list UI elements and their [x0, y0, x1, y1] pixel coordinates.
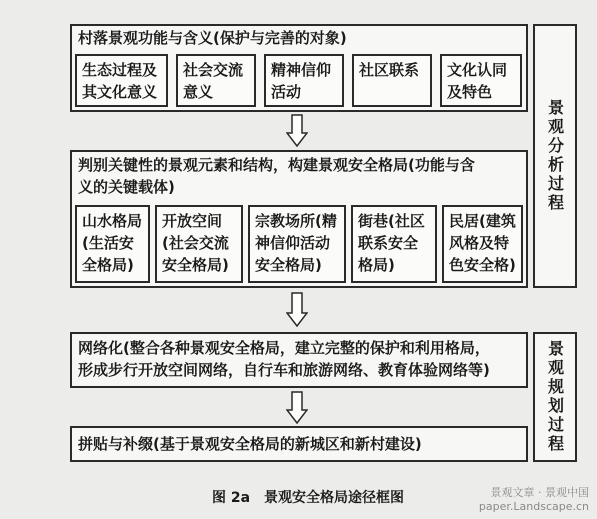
- box-dwellings: 民居(建筑 风格及特 色安全格): [442, 205, 523, 283]
- down-arrow-icon: [286, 292, 308, 328]
- figure-caption: 图 2a 景观安全格局途径框图: [212, 490, 405, 506]
- down-arrow-icon: [286, 391, 308, 425]
- box-open-space: 开放空间 (社会交流 安全格局): [155, 205, 243, 283]
- section-landscape-functions-title: 村落景观功能与含义(保护与完善的对象): [78, 29, 347, 47]
- box-community-link: 社区联系: [352, 54, 432, 107]
- side-label-analysis: [533, 24, 577, 288]
- box-religious-site: 宗教场所(精 神信仰活动 安全格局): [248, 205, 346, 283]
- box-spiritual-belief: 精神信仰 活动: [264, 54, 344, 107]
- box-social-exchange: 社会交流 意义: [176, 54, 256, 107]
- section-collage-title: 拼贴与补缀(基于景观安全格局的新城区和新村建设): [78, 435, 422, 453]
- watermark-line2: paper.Landscape.cn: [478, 500, 589, 513]
- watermark: [479, 486, 589, 514]
- box-cultural-identity: 文化认同 及特色: [440, 54, 522, 107]
- box-ecological-process: 生态过程及 其文化意义: [75, 54, 168, 107]
- section-key-elements-title: 判别关键性的景观元素和结构，构建景观安全格局(功能与含 义的关键载体): [78, 156, 475, 196]
- watermark-line1: 景观文章 · 景观中国: [490, 486, 589, 499]
- box-landscape-pattern: 山水格局 (生活安 全格局): [75, 205, 150, 283]
- section-networking-title: 网络化(整合各种景观安全格局，建立完整的保护和利用格局， 形成步行开放空间网络，自行车和旅游网络、教育体验网络等): [78, 339, 490, 379]
- box-streets: 街巷(社区 联系安全 格局): [351, 205, 437, 283]
- side-label-analysis-text: 景观分析过程: [545, 99, 565, 213]
- side-label-planning-text: 景观规划过程: [545, 340, 565, 454]
- down-arrow-icon: [286, 114, 308, 148]
- side-label-planning: [533, 332, 577, 462]
